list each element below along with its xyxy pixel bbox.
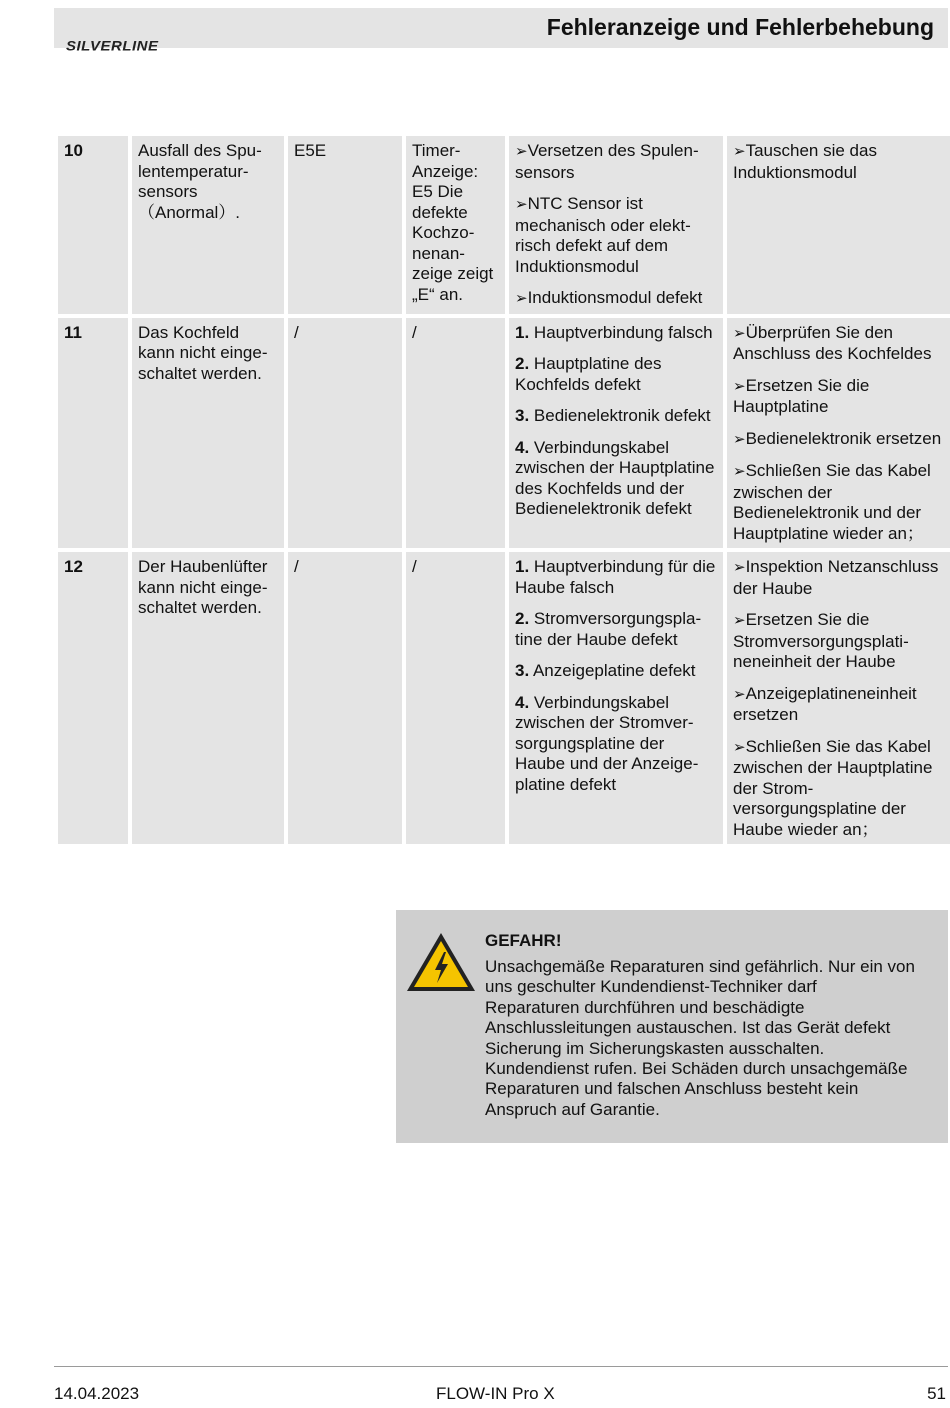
error-solutions [727, 552, 950, 844]
arrow-bullet-icon: ➢ [515, 196, 528, 213]
arrow-bullet-icon: ➢ [733, 143, 746, 160]
error-solutions [727, 136, 950, 314]
item-text: Verbindungskabel zwischen der Hauptplatine des Kochfelds und der Bedienelektronik defekt [515, 437, 715, 518]
cause-item [515, 354, 717, 395]
item-text: Hauptverbindung für die Haube falsch [515, 557, 716, 597]
solution-item [733, 684, 944, 726]
cause-item [515, 557, 717, 598]
item-text: Bedienelektronik ersetzen [745, 428, 942, 448]
arrow-bullet-icon: ➢ [733, 738, 746, 756]
item-text: Induktionsmodul defekt [527, 288, 703, 307]
item-text: Schließen Sie das Kabel zwischen der Bedienelektronik und der Hauptplatine wieder an； [733, 461, 931, 543]
brand-logo: SILVERLINE [66, 39, 159, 55]
solution-item [733, 461, 944, 544]
item-text: Schließen Sie das Kabel zwischen der Hauptplatine der Stromversorgungsplatine der Haube wieder an； [733, 736, 933, 839]
cause-item [515, 141, 717, 183]
item-number: 1. [515, 557, 530, 576]
cause-item [515, 323, 717, 344]
error-problem: Der Haubenlüfter kann nicht eingeschaltet werden. [132, 552, 284, 844]
error-causes [509, 318, 723, 549]
item-text: Versetzen des Spulensensors [515, 141, 699, 182]
error-code: / [288, 318, 402, 549]
error-code: / [288, 552, 402, 844]
error-causes [509, 136, 723, 314]
page-title: Fehleranzeige und Fehlerbehebung [546, 14, 934, 40]
arrow-bullet-icon: ➢ [733, 463, 746, 480]
arrow-bullet-icon: ➢ [515, 290, 528, 307]
item-text: Ersetzen Sie die Hauptplatine [733, 375, 870, 416]
arrow-bullet-icon: ➢ [733, 324, 746, 342]
danger-notice [396, 910, 948, 1143]
cause-item [515, 194, 717, 277]
solution-item [733, 429, 944, 451]
table-row [58, 318, 950, 549]
footer-divider [54, 1366, 948, 1367]
error-problem: Das Kochfeld kann nicht eingeschaltet werden. [132, 318, 284, 549]
item-text: Überprüfen Sie den Anschluss des Kochfeldes [733, 322, 932, 363]
error-causes [509, 552, 723, 844]
error-solutions [727, 318, 950, 549]
cause-item [515, 438, 717, 520]
error-problem: Ausfall des Spulentemperatursensors （Anormal）. [132, 136, 284, 314]
page-number: 51 [927, 1384, 946, 1403]
error-number: 10 [58, 136, 128, 314]
item-text: Verbindungskabel zwischen der Stromversorgungsplatine der Haube und der Anzeigeplatine defekt [515, 692, 699, 794]
item-number: 3. [515, 406, 530, 425]
item-number: 4. [515, 692, 530, 712]
cause-item [515, 693, 717, 796]
item-text: Stromversorgungsplatine der Haube defekt [515, 609, 702, 649]
error-table [54, 132, 950, 848]
item-number: 2. [515, 609, 530, 628]
footer-date: 14.04.2023 [54, 1384, 140, 1403]
solution-item [733, 376, 944, 418]
item-text: NTC Sensor ist mechanisch oder elektrisch defekt auf dem Induktionsmodul [515, 194, 691, 276]
danger-title: GEFAHR! [485, 931, 562, 950]
error-code: E5E [288, 136, 402, 314]
item-text: Tauschen sie das Induktionsmodul [733, 141, 877, 182]
solution-item [733, 610, 944, 673]
arrow-bullet-icon: ➢ [733, 430, 746, 448]
item-number: 3. [515, 661, 530, 680]
arrow-bullet-icon: ➢ [733, 685, 746, 703]
item-number: 4. [515, 437, 530, 457]
solution-item [733, 323, 944, 365]
item-text: Hauptverbindung falsch [529, 322, 713, 342]
item-text: Inspektion Netzanschluss der Haube [733, 557, 939, 598]
high-voltage-warning-icon [404, 930, 478, 994]
cause-item [515, 288, 717, 310]
arrow-bullet-icon: ➢ [733, 612, 746, 629]
item-text: Bedienelektronik defekt [529, 406, 711, 425]
footer-product: FLOW-IN Pro X [436, 1384, 555, 1403]
cause-item [515, 406, 717, 427]
error-display: / [406, 318, 505, 549]
solution-item [733, 557, 944, 599]
cause-item [515, 661, 717, 682]
item-number: 2. [515, 354, 530, 373]
error-display: / [406, 552, 505, 844]
item-text: Ersetzen Sie die Stromversorgungsplatineneinheit der Haube [733, 610, 909, 671]
table-row [58, 136, 950, 314]
arrow-bullet-icon: ➢ [733, 559, 746, 576]
item-text: Hauptplatine des Kochfelds defekt [515, 354, 662, 394]
item-text: Anzeigeplatine defekt [529, 661, 696, 680]
solution-item [733, 737, 944, 841]
solution-item [733, 141, 944, 183]
arrow-bullet-icon: ➢ [515, 143, 528, 160]
arrow-bullet-icon: ➢ [733, 377, 746, 395]
cause-item [515, 609, 717, 650]
error-display: Timer-Anzeige: E5 Die defekte Kochzonenanzeige zeigt „E“ an. [406, 136, 505, 314]
item-text: Anzeigeplatineneinheit ersetzen [733, 683, 917, 724]
error-number: 11 [58, 318, 128, 549]
table-row [58, 552, 950, 844]
error-number: 12 [58, 552, 128, 844]
danger-text: Unsachgemäße Reparaturen sind gefährlich. Nur ein von uns geschulter Kundendienst-Techniker darf Reparaturen durchführen und beschädigte Anschlussleitungen austauschen. Ist das Gerät defekt Sicherung im Sicherungskasten ausschalten. Kundendienst rufen. Bei Schäden durch unsachgemäße Reparaturen und falschen Anschluss besteht kein Anspruch auf Garantie. [485, 957, 915, 1119]
item-number: 1. [515, 322, 530, 342]
header-bar [54, 8, 948, 48]
